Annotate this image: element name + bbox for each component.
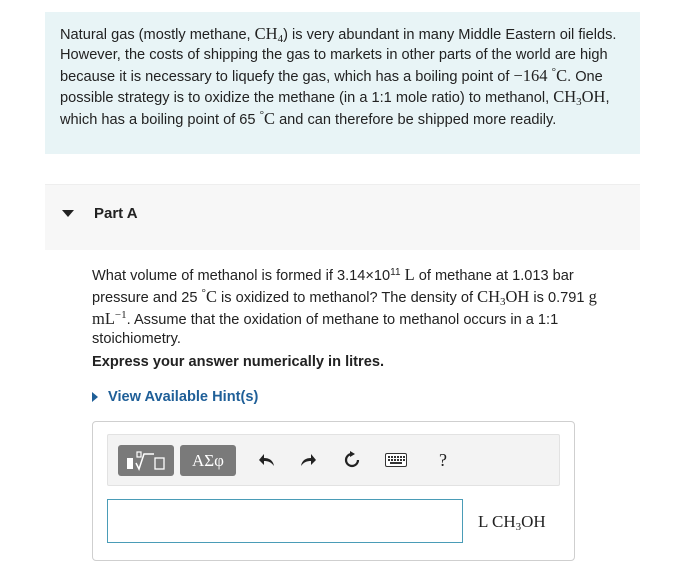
answer-instruction: Express your answer numerically in litres. [92, 354, 385, 370]
templates-button[interactable] [118, 445, 174, 476]
undo-icon[interactable] [254, 447, 280, 473]
question-text-5: . Assume that the oxidation of methane to methanol occurs in a 1:1 stoichiometry. [92, 311, 559, 348]
question-text [92, 265, 632, 350]
methane-formula: $CH_4$ [254, 24, 284, 45]
play-caret-icon [92, 392, 98, 402]
templates-icon [124, 450, 168, 472]
problem-intro [45, 12, 640, 154]
reset-icon[interactable] [339, 447, 365, 473]
question-temperature-unit: °C [201, 286, 217, 306]
hint-label[interactable]: View Available Hint(s) [108, 389, 259, 405]
part-title: Part A [94, 205, 138, 222]
methane-boiling-point: −164 °C [513, 65, 568, 85]
answer-unit: L $CH_3OH$ [478, 512, 546, 533]
density-unit: g $mL^{-1}$ [92, 286, 597, 328]
question-text-1: What volume of methanol is formed if 3.14×10 [92, 268, 391, 284]
math-toolbar [107, 434, 560, 486]
intro-text-4: , which has a boiling point of 65 [60, 90, 610, 129]
intro-text-2: ) is very abundant in many Middle Eastern oil fields. However, the costs of shipping the gas to markets in other parts of the world are high because it is necessary to liquefy the gas, which has a boiling point of [60, 27, 617, 85]
part-a-header[interactable] [45, 184, 640, 250]
keyboard-icon[interactable] [383, 447, 409, 473]
question-litre-unit: L [400, 265, 415, 284]
methanol-boiling-point-unit: °C [259, 109, 276, 129]
answer-input[interactable] [107, 499, 463, 543]
greek-symbols-button[interactable]: ΑΣφ [180, 445, 236, 476]
question-text-3: is oxidized to methanol? The density of [216, 289, 478, 306]
question-exponent: 11 [390, 267, 401, 278]
collapse-caret-icon[interactable] [62, 210, 74, 217]
methanol-formula: $CH_3OH$ [553, 87, 606, 109]
question-text-4: is 0.791 [529, 289, 589, 306]
answer-box [92, 421, 575, 561]
view-hints-link[interactable] [92, 389, 258, 405]
intro-text-3: . One possible strategy is to oxidize the methane (in a 1:1 mole ratio) to methanol, [60, 68, 603, 107]
redo-icon[interactable] [295, 447, 321, 473]
question-text-2: of methane at 1.013 bar pressure and 25 [92, 268, 574, 306]
intro-text-5: and can therefore be shipped more readily. [275, 112, 557, 129]
help-button[interactable]: ? [439, 449, 447, 470]
question-methanol-formula: $CH_3OH$ [477, 286, 530, 308]
intro-text-1: Natural gas (mostly methane, [60, 27, 255, 43]
